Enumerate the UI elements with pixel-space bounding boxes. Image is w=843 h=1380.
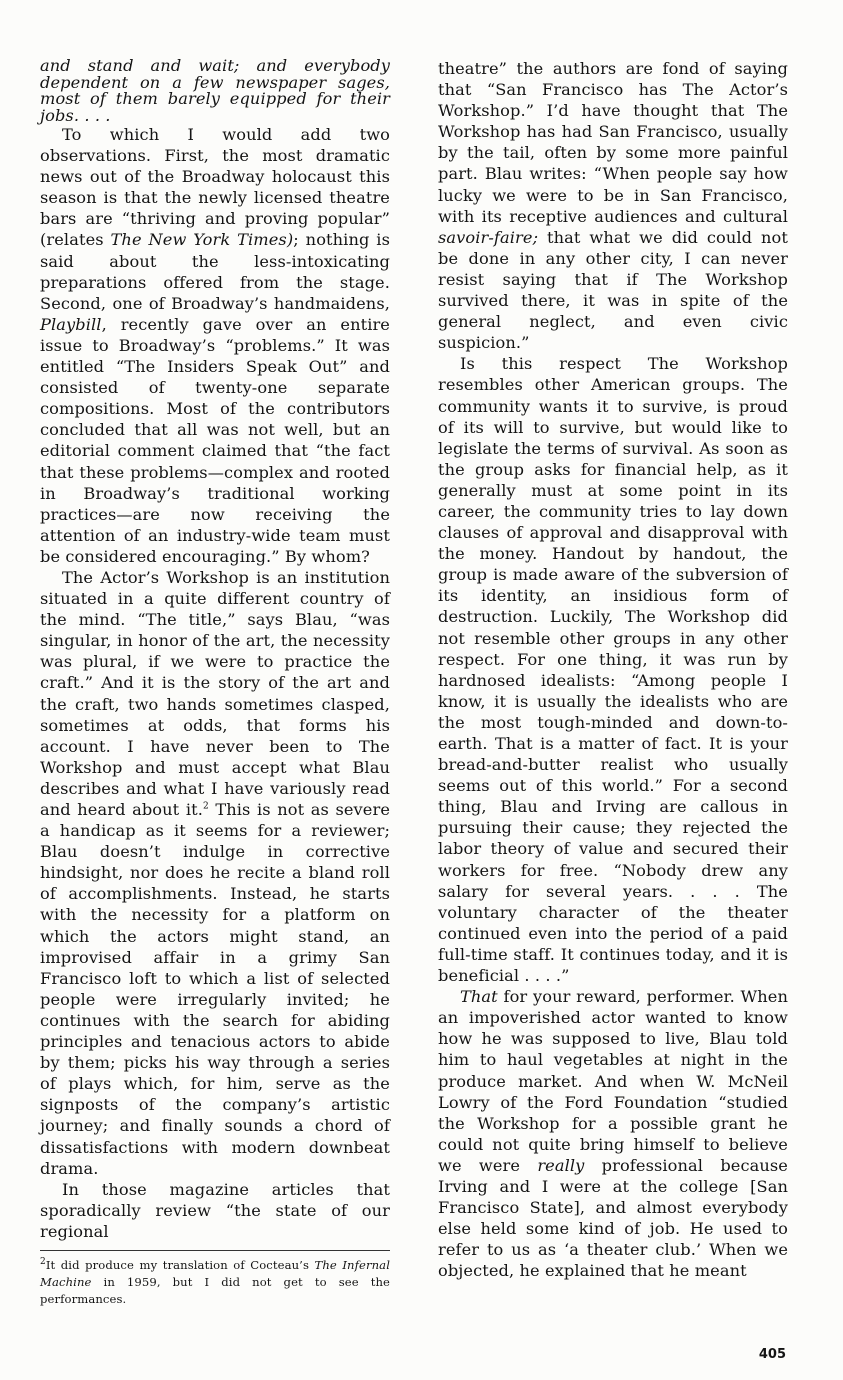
footnote-divider — [40, 1250, 390, 1251]
footnote-ref: 2 — [202, 801, 209, 812]
paragraph: In those magazine articles that sporadically review “the state of our regional — [40, 1179, 390, 1241]
paragraph: theatre” the authors are fond of saying that “San Francisco has The Actor’s Workshop.” I’d have thought that The Workshop has had San Francisco, usually by the tail, often by some more painful part. Blau writes: “When people say how lucky we were to be in San Francisco, with its receptive audiences and cultural savoir-faire; that what we did could not be done in any other city, I can never resist saying that if The Workshop survived there, it was in spite of the general neglect, and even civic suspicion.” — [438, 59, 788, 353]
paragraph: Is this respect The Workshop resembles other American groups. The community wants it to survive, is proud of its will to survive, but would like to legislate the terms of survival. As soon as the group asks for financial help, as it generally must at some point in its career, the community tries to lay down clauses of approval and disapproval with the money. Handout by handout, the group is made aware of the subversion of its identity, an insidious form of destruction. Luckily, The Workshop did not resemble other groups in any other respect. For one thing, it was run by hardnosed idealists: “Among people I know, it is usually the idealists who are the most tough-minded and down-to-earth. That is a matter of fact. It is your bread-and-butter realist who usually seems out of this world.” For a second thing, Blau and Irving are callous in pursuing their cause; they rejected the labor theory of value and secured their workers for free. “Nobody drew any salary for several years. . . . The voluntary character of the theater continued even into the period of a paid full-time staff. It continues today, and it is beneficial . . . .” — [438, 354, 788, 986]
block-quote: and stand and wait; and everybody dependent on a few newspaper sages, most of them barely equipped for their jobs. . . . — [40, 56, 390, 125]
footnote: $^2$It did produce my translation of Cocteau’s The Infernal Machine in 1959, but I did not get to see the performances. — [40, 1257, 390, 1306]
left-column — [40, 58, 390, 1308]
paragraph: That for your reward, performer. When an impoverished actor wanted to know how he was supposed to live, Blau told him to haul vegetables at night in the produce market. And when W. McNeil Lowry of the Ford Foundation “studied the Workshop for a possible grant he could not quite bring himself to believe we were really professional because Irving and I were at the college [San Francisco State], and almost everybody else held some kind of job. He used to refer to us as ‘a theater club.’ When we objected, he explained that he meant — [438, 987, 788, 1281]
paragraph: To which I would add two observations. First, the most dramatic news out of the Broadway holocaust this season is that the newly licensed theatre bars are “thriving and proving popular” (relates The New York Times); nothing is said about the less-intoxicating preparations offered from the stage. Second, one of Broadway’s handmaidens, Playbill, recently gave over an entire issue to Broadway’s “problems.” It was entitled “The Insiders Speak Out” and consisted of twenty-one separate compositions. Most of the contributors concluded that all was not well, but an editorial comment claimed that “the fact that these problems—complex and rooted in Broadway’s traditional working practices—are now receiving the attention of an industry-wide team must be considered encouraging.” By whom? — [40, 125, 390, 566]
page-number: 405 — [758, 1347, 786, 1362]
right-column — [438, 58, 788, 1281]
paragraph: The Actor’s Workshop is an institution situated in a quite different country of the mind. “The title,” says Blau, “was singular, in honor of the art, the necessity was plural, if we were to practice the craft.” And it is the story of the art and the craft, two hands sometimes clasped, sometimes at odds, that forms his account. I have never been to The Workshop and must accept what Blau describes and what I have variously read and heard about it.$^2$ This is not as severe a handicap as it seems for a reviewer; Blau doesn’t indulge in corrective hindsight, nor does he recite a bland roll of accomplishments. Instead, he starts with the necessity for a platform on which the actors might stand, an improvised affair in a grimy San Francisco loft to which a list of selected people were irregularly invited; he continues with the search for abiding principles and tenacious actors to abide by them; picks his way through a series of plays which, for him, serve as the signposts of the company’s artistic journey; and finally sounds a chord of dissatisfactions with modern downbeat drama. — [40, 567, 390, 1178]
